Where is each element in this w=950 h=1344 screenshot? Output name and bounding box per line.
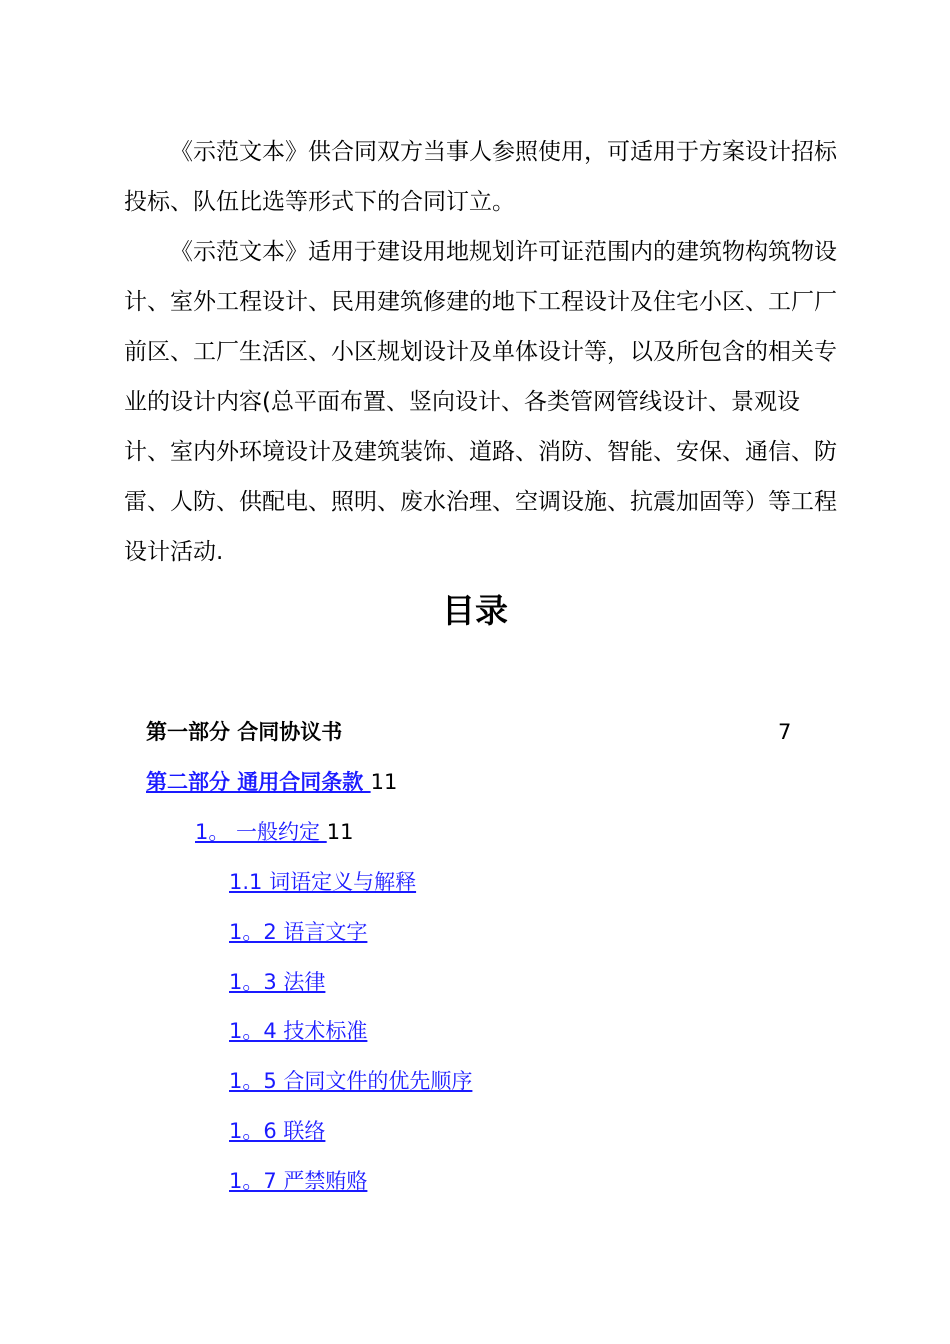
toc-link-section1[interactable]: 1。 一般约定: [195, 820, 327, 844]
toc-entry-part2-page: 11: [370, 770, 398, 794]
toc-entry-1-5: [229, 1066, 472, 1096]
intro-text: [124, 127, 839, 577]
toc-link-1-3[interactable]: 1。3 法律: [229, 970, 326, 994]
toc-entry-1-4: [229, 1016, 367, 1046]
toc-entry-section1: [195, 817, 353, 847]
toc-entry-1-6: [229, 1116, 325, 1146]
toc-link-1-6[interactable]: 1。6 联络: [229, 1119, 326, 1143]
intro-paragraph-2: 《示范文本》适用于建设用地规划许可证范围内的建筑物构筑物设计、室外工程设计、民用建筑修建的地下工程设计及住宅小区、工厂厂前区、工厂生活区、小区规划设计及单体设计等，以及所包含的相关专业的设计内容(总平面布置、竖向设计、各类管网管线设计、景观设计、室内外环境设计及建筑装饰、道路、消防、智能、安保、通信、防雷、人防、供配电、照明、废水治理、空调设施、抗震加固等）等工程设计活动.: [124, 239, 837, 565]
toc-link-1-1[interactable]: 1.1 词语定义与解释: [229, 870, 417, 894]
toc-link-part2[interactable]: 第二部分 通用合同条款: [146, 770, 371, 794]
toc-entry-part2: [146, 767, 397, 797]
toc-entry-1-3: [229, 967, 325, 997]
toc-link-1-2[interactable]: 1。2 语言文字: [229, 920, 368, 944]
toc-entry-section1-page: 11: [326, 820, 354, 844]
toc-link-1-5[interactable]: 1。5 合同文件的优先顺序: [229, 1069, 473, 1093]
toc-entry-1-1: [229, 867, 416, 897]
toc-link-1-7[interactable]: 1。7 严禁贿赂: [229, 1169, 368, 1193]
intro-paragraph-1: 《示范文本》供合同双方当事人参照使用，可适用于方案设计招标投标、队伍比选等形式下的合同订立。: [124, 139, 837, 215]
toc-link-1-4[interactable]: 1。4 技术标准: [229, 1019, 368, 1043]
toc-entry-part1[interactable]: [146, 717, 342, 747]
toc-entry-1-2: [229, 917, 367, 947]
toc-title: 目录: [442, 591, 508, 630]
toc-entry-1-7: [229, 1166, 367, 1196]
toc-entry-part1-page: 7: [778, 720, 792, 744]
toc-entry-part1-label: 第一部分 合同协议书: [146, 720, 343, 744]
